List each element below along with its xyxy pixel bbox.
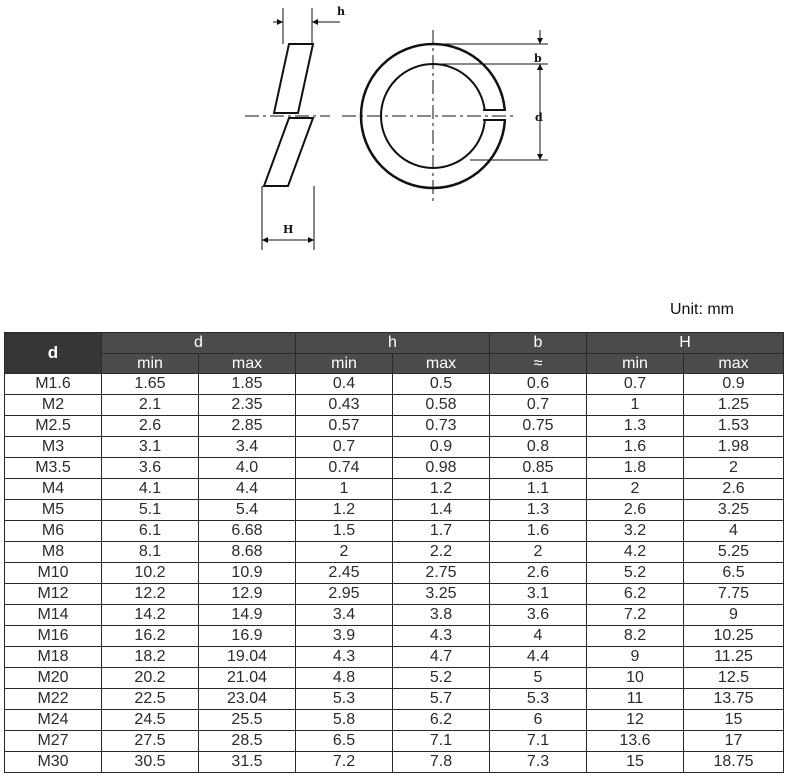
value-cell: 1.25 <box>684 395 784 416</box>
value-cell: 2 <box>296 542 393 563</box>
value-cell: 2.1 <box>102 395 199 416</box>
value-cell: 2 <box>684 458 784 479</box>
value-cell: 4.7 <box>393 647 490 668</box>
size-cell: M3.5 <box>5 458 102 479</box>
value-cell: 3.2 <box>587 521 684 542</box>
table-row <box>5 605 784 626</box>
value-cell: 4.2 <box>587 542 684 563</box>
value-cell: 0.7 <box>587 374 684 395</box>
value-cell: 2.6 <box>587 500 684 521</box>
header-group: h <box>296 333 490 354</box>
size-cell: M12 <box>5 584 102 605</box>
header-subcolumn: max <box>393 354 490 374</box>
size-cell: M2.5 <box>5 416 102 437</box>
table-row <box>5 500 784 521</box>
table-row <box>5 479 784 500</box>
value-cell: 2 <box>490 542 587 563</box>
value-cell: 1.7 <box>393 521 490 542</box>
table-row <box>5 437 784 458</box>
value-cell: 3.6 <box>490 605 587 626</box>
value-cell: 27.5 <box>102 731 199 752</box>
value-cell: 0.4 <box>296 374 393 395</box>
value-cell: 8.68 <box>199 542 296 563</box>
value-cell: 6.2 <box>587 584 684 605</box>
washer-side-lower-coil <box>264 118 313 186</box>
value-cell: 1.8 <box>587 458 684 479</box>
dim-label-d: d <box>535 111 543 124</box>
value-cell: 0.9 <box>393 437 490 458</box>
value-cell: 7.2 <box>296 752 393 773</box>
size-cell: M22 <box>5 689 102 710</box>
value-cell: 13.6 <box>587 731 684 752</box>
washer-technical-drawing <box>0 0 787 300</box>
dim-label-h: h <box>337 5 345 18</box>
value-cell: 6.5 <box>296 731 393 752</box>
value-cell: 3.4 <box>296 605 393 626</box>
value-cell: 15 <box>684 710 784 731</box>
washer-split-gap <box>480 110 510 120</box>
size-cell: M24 <box>5 710 102 731</box>
value-cell: 18.75 <box>684 752 784 773</box>
value-cell: 1.6 <box>587 437 684 458</box>
value-cell: 14.2 <box>102 605 199 626</box>
value-cell: 31.5 <box>199 752 296 773</box>
value-cell: 25.5 <box>199 710 296 731</box>
value-cell: 7.2 <box>587 605 684 626</box>
value-cell: 6.1 <box>102 521 199 542</box>
value-cell: 12.2 <box>102 584 199 605</box>
value-cell: 1.85 <box>199 374 296 395</box>
value-cell: 5 <box>490 668 587 689</box>
value-cell: 0.7 <box>490 395 587 416</box>
value-cell: 2.35 <box>199 395 296 416</box>
table-row <box>5 563 784 584</box>
value-cell: 0.9 <box>684 374 784 395</box>
value-cell: 1.5 <box>296 521 393 542</box>
table-row <box>5 689 784 710</box>
value-cell: 4 <box>684 521 784 542</box>
value-cell: 10.25 <box>684 626 784 647</box>
size-cell: M27 <box>5 731 102 752</box>
value-cell: 6.2 <box>393 710 490 731</box>
size-cell: M16 <box>5 626 102 647</box>
size-cell: M8 <box>5 542 102 563</box>
value-cell: 10 <box>587 668 684 689</box>
table-row <box>5 710 784 731</box>
value-cell: 5.1 <box>102 500 199 521</box>
table-row <box>5 374 784 395</box>
value-cell: 2.2 <box>393 542 490 563</box>
value-cell: 4.3 <box>296 647 393 668</box>
value-cell: 0.7 <box>296 437 393 458</box>
table-header <box>5 333 784 374</box>
value-cell: 3.6 <box>102 458 199 479</box>
value-cell: 11.25 <box>684 647 784 668</box>
value-cell: 11 <box>587 689 684 710</box>
value-cell: 13.75 <box>684 689 784 710</box>
table-row <box>5 416 784 437</box>
washer-side-view <box>264 44 313 186</box>
value-cell: 1 <box>587 395 684 416</box>
value-cell: 9 <box>684 605 784 626</box>
value-cell: 7.75 <box>684 584 784 605</box>
value-cell: 14.9 <box>199 605 296 626</box>
header-corner-d: d <box>5 333 102 374</box>
value-cell: 3.9 <box>296 626 393 647</box>
value-cell: 10.2 <box>102 563 199 584</box>
unit-label: Unit: mm <box>670 301 734 318</box>
header-group-row <box>5 333 784 354</box>
value-cell: 2.6 <box>102 416 199 437</box>
value-cell: 6 <box>490 710 587 731</box>
value-cell: 2.6 <box>684 479 784 500</box>
table-row <box>5 584 784 605</box>
value-cell: 0.8 <box>490 437 587 458</box>
value-cell: 0.85 <box>490 458 587 479</box>
value-cell: 28.5 <box>199 731 296 752</box>
size-cell: M1.6 <box>5 374 102 395</box>
value-cell: 3.1 <box>490 584 587 605</box>
value-cell: 1.6 <box>490 521 587 542</box>
value-cell: 0.98 <box>393 458 490 479</box>
size-cell: M4 <box>5 479 102 500</box>
table-row <box>5 521 784 542</box>
value-cell: 5.8 <box>296 710 393 731</box>
header-group: d <box>102 333 296 354</box>
value-cell: 2.85 <box>199 416 296 437</box>
value-cell: 18.2 <box>102 647 199 668</box>
table-row <box>5 668 784 689</box>
value-cell: 4.4 <box>199 479 296 500</box>
value-cell: 1.98 <box>684 437 784 458</box>
value-cell: 20.2 <box>102 668 199 689</box>
value-cell: 8.1 <box>102 542 199 563</box>
value-cell: 24.5 <box>102 710 199 731</box>
size-cell: M5 <box>5 500 102 521</box>
value-cell: 1 <box>296 479 393 500</box>
size-cell: M18 <box>5 647 102 668</box>
value-cell: 8.2 <box>587 626 684 647</box>
value-cell: 1.3 <box>490 500 587 521</box>
value-cell: 1.4 <box>393 500 490 521</box>
table-body <box>5 374 784 773</box>
value-cell: 6.68 <box>199 521 296 542</box>
value-cell: 2.75 <box>393 563 490 584</box>
value-cell: 19.04 <box>199 647 296 668</box>
value-cell: 4.8 <box>296 668 393 689</box>
value-cell: 4.0 <box>199 458 296 479</box>
value-cell: 5.7 <box>393 689 490 710</box>
table-row <box>5 395 784 416</box>
value-cell: 4.1 <box>102 479 199 500</box>
header-subcolumn: min <box>587 354 684 374</box>
value-cell: 16.2 <box>102 626 199 647</box>
header-subcolumn: ≈ <box>490 354 587 374</box>
value-cell: 5.2 <box>587 563 684 584</box>
size-cell: M30 <box>5 752 102 773</box>
value-cell: 5.25 <box>684 542 784 563</box>
header-group: H <box>587 333 784 354</box>
value-cell: 0.57 <box>296 416 393 437</box>
table-row <box>5 647 784 668</box>
value-cell: 30.5 <box>102 752 199 773</box>
value-cell: 2 <box>587 479 684 500</box>
size-cell: M10 <box>5 563 102 584</box>
value-cell: 22.5 <box>102 689 199 710</box>
value-cell: 2.95 <box>296 584 393 605</box>
value-cell: 2.45 <box>296 563 393 584</box>
value-cell: 12.9 <box>199 584 296 605</box>
header-subcolumn: max <box>684 354 784 374</box>
value-cell: 7.8 <box>393 752 490 773</box>
table-row <box>5 731 784 752</box>
value-cell: 1.2 <box>393 479 490 500</box>
value-cell: 7.1 <box>393 731 490 752</box>
value-cell: 12.5 <box>684 668 784 689</box>
value-cell: 17 <box>684 731 784 752</box>
value-cell: 4.4 <box>490 647 587 668</box>
value-cell: 21.04 <box>199 668 296 689</box>
value-cell: 1.65 <box>102 374 199 395</box>
table-row <box>5 626 784 647</box>
header-subcolumn: min <box>296 354 393 374</box>
value-cell: 9 <box>587 647 684 668</box>
value-cell: 3.1 <box>102 437 199 458</box>
value-cell: 23.04 <box>199 689 296 710</box>
value-cell: 7.1 <box>490 731 587 752</box>
table-row <box>5 458 784 479</box>
value-cell: 5.2 <box>393 668 490 689</box>
table-row <box>5 542 784 563</box>
value-cell: 0.74 <box>296 458 393 479</box>
size-cell: M20 <box>5 668 102 689</box>
value-cell: 0.58 <box>393 395 490 416</box>
value-cell: 4.3 <box>393 626 490 647</box>
value-cell: 1.53 <box>684 416 784 437</box>
header-subcolumn: max <box>199 354 296 374</box>
header-group: b <box>490 333 587 354</box>
value-cell: 5.3 <box>296 689 393 710</box>
value-cell: 0.75 <box>490 416 587 437</box>
washer-side-upper-coil <box>274 44 313 113</box>
value-cell: 0.43 <box>296 395 393 416</box>
size-cell: M3 <box>5 437 102 458</box>
value-cell: 16.9 <box>199 626 296 647</box>
value-cell: 2.6 <box>490 563 587 584</box>
table-row <box>5 752 784 773</box>
value-cell: 4 <box>490 626 587 647</box>
value-cell: 1.3 <box>587 416 684 437</box>
value-cell: 3.25 <box>393 584 490 605</box>
value-cell: 5.4 <box>199 500 296 521</box>
value-cell: 12 <box>587 710 684 731</box>
value-cell: 0.6 <box>490 374 587 395</box>
value-cell: 1.2 <box>296 500 393 521</box>
header-subcolumn: min <box>102 354 199 374</box>
value-cell: 0.73 <box>393 416 490 437</box>
dim-label-H: H <box>283 223 294 236</box>
value-cell: 1.1 <box>490 479 587 500</box>
header-sub-row <box>5 354 784 374</box>
size-cell: M2 <box>5 395 102 416</box>
value-cell: 3.25 <box>684 500 784 521</box>
value-cell: 5.3 <box>490 689 587 710</box>
value-cell: 15 <box>587 752 684 773</box>
value-cell: 0.5 <box>393 374 490 395</box>
value-cell: 3.8 <box>393 605 490 626</box>
value-cell: 3.4 <box>199 437 296 458</box>
value-cell: 10.9 <box>199 563 296 584</box>
spring-washer-spec-table <box>4 332 784 773</box>
size-cell: M6 <box>5 521 102 542</box>
dim-label-b: b <box>534 52 542 65</box>
value-cell: 7.3 <box>490 752 587 773</box>
size-cell: M14 <box>5 605 102 626</box>
value-cell: 6.5 <box>684 563 784 584</box>
